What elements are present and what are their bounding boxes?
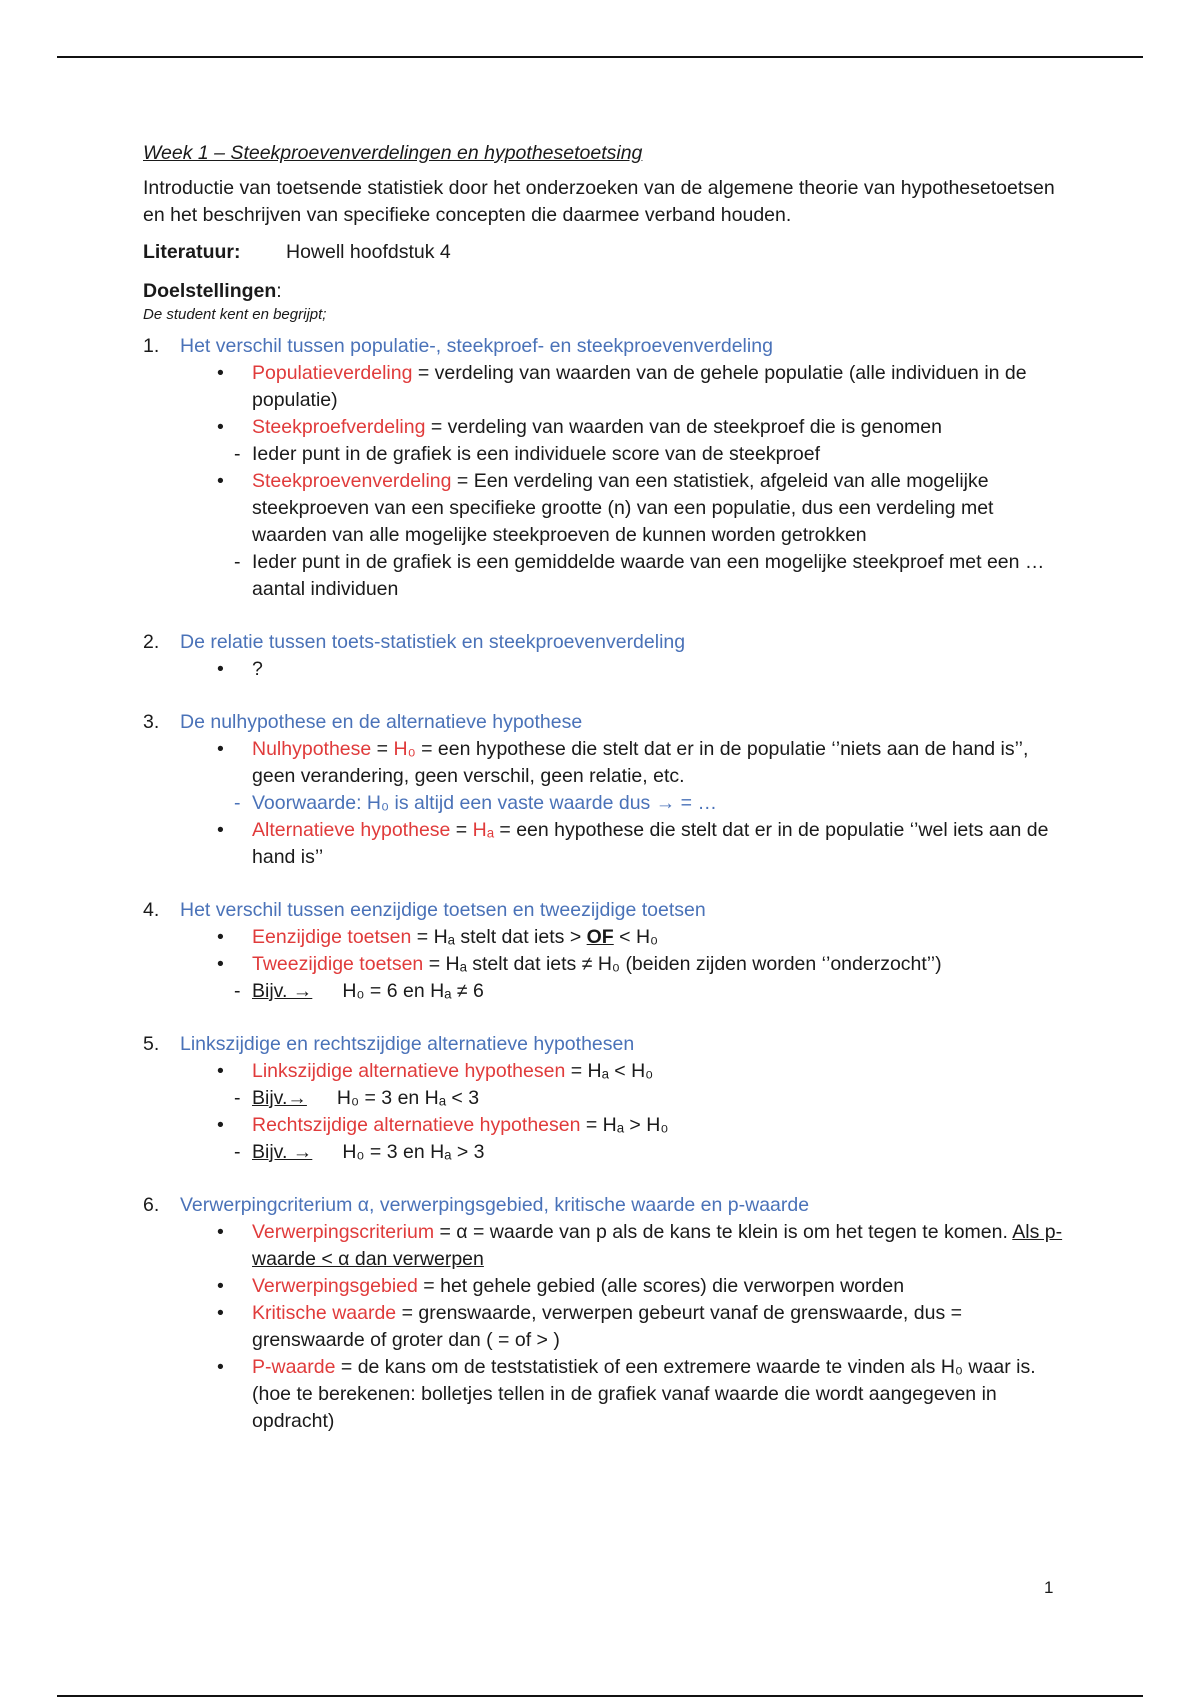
list-item: • Steekproefverdeling = verdeling van waarden van de steekproef die is genomen - Ieder punt in de grafiek is een individuele score van de steekproef xyxy=(252,414,1073,468)
section-heading: 5. Linkszijdige en rechtszijdige alternatieve hypothesen xyxy=(143,1033,635,1055)
literature-line xyxy=(143,239,1073,266)
objectives-heading: Doelstellingen: xyxy=(143,280,282,302)
document-page xyxy=(143,140,1073,1435)
list-item: • Nulhypothese = H₀ = een hypothese die stelt dat er in de populatie ‘’niets aan de hand is’’, geen verandering, geen verschil, geen relatie, etc. - Voorwaarde: H₀ is altijd een vaste waarde dus → = … xyxy=(252,736,1073,817)
list-item: • Verwerpingsgebied = het gehele gebied (alle scores) die verworpen worden xyxy=(217,1275,905,1297)
objectives-subtitle: De student kent en begrijpt; xyxy=(143,306,327,323)
list-item: • Tweezijdige toetsen = Hₐ stelt dat iets ≠ H₀ (beiden zijden worden ‘’onderzocht’’) - Bijv. → H₀ = 6 en Hₐ ≠ 6 xyxy=(252,951,1073,1005)
bottom-rule xyxy=(57,1695,1143,1697)
section-4 xyxy=(143,897,1073,1005)
section-heading: 4. Het verschil tussen eenzijdige toetsen en tweezijdige toetsen xyxy=(143,899,706,921)
section-6 xyxy=(143,1192,1073,1435)
section-3 xyxy=(143,709,1073,871)
list-item: • Kritische waarde = grenswaarde, verwerpen gebeurt vanaf de grenswaarde, dus = grenswaarde of groter dan ( = of > ) xyxy=(217,1302,963,1351)
page-number: 1 xyxy=(1044,1578,1054,1597)
sub-item: - Voorwaarde: H₀ is altijd een vaste waarde dus → = … xyxy=(234,792,717,814)
list-item: • Alternatieve hypothese = Hₐ = een hypothese die stelt dat er in de populatie ‘’wel iets aan de hand is’’ xyxy=(217,819,1049,868)
section-heading: 3. De nulhypothese en de alternatieve hypothese xyxy=(143,711,583,733)
example-line: - Bijv. → H₀ = 6 en Hₐ ≠ 6 xyxy=(234,980,484,1002)
literature-label: Literatuur: xyxy=(143,241,241,263)
section-1 xyxy=(143,333,1073,603)
example-line: - Bijv. → H₀ = 3 en Hₐ > 3 xyxy=(234,1141,485,1163)
section-heading: 2. De relatie tussen toets-statistiek en steekproevenverdeling xyxy=(143,631,686,653)
top-rule xyxy=(57,56,1143,58)
section-heading: 6. Verwerpingcriterium α, verwerpingsgebied, kritische waarde en p-waarde xyxy=(143,1194,810,1216)
intro-paragraph: Introductie van toetsende statistiek door het onderzoeken van de algemene theorie van hypothesetoetsen en het beschrijven van specifieke concepten die daarmee verband houden. xyxy=(143,177,1055,226)
section-5 xyxy=(143,1031,1073,1166)
list-item: • ? xyxy=(217,658,263,680)
literature-value: Howell hoofdstuk 4 xyxy=(286,241,451,263)
section-2 xyxy=(143,629,1073,683)
list-item: • P-waarde = de kans om de teststatistiek of een extremere waarde te vinden als H₀ waar is. (hoe te berekenen: bolletjes tellen in de grafiek vanaf waarde die wordt aangegeven in opdracht) xyxy=(217,1356,1036,1432)
document-title: Week 1 – Steekproevenverdelingen en hypothesetoetsing xyxy=(143,142,643,164)
list-item: • Eenzijdige toetsen = Hₐ stelt dat iets > OF < H₀ xyxy=(217,926,659,948)
list-item: • Rechtszijdige alternatieve hypothesen = Hₐ > H₀ - Bijv. → H₀ = 3 en Hₐ > 3 xyxy=(252,1112,1073,1166)
sub-item: - Ieder punt in de grafiek is een gemiddelde waarde van een mogelijke steekproef met een … aantal individuen xyxy=(234,551,1045,600)
example-line: - Bijv.→ H₀ = 3 en Hₐ < 3 xyxy=(234,1087,480,1109)
list-item: • Populatieverdeling = verdeling van waarden van de gehele populatie (alle individuen in de populatie) xyxy=(217,362,1027,411)
sub-item: - Ieder punt in de grafiek is een individuele score van de steekproef xyxy=(234,443,821,465)
list-item: • Verwerpingscriterium = α = waarde van p als de kans te klein is om het tegen te komen. Als p-waarde < α dan verwerpen xyxy=(217,1221,1063,1270)
section-heading: 1. Het verschil tussen populatie-, steekproef- en steekproevenverdeling xyxy=(143,335,773,357)
list-item: • Steekproevenverdeling = Een verdeling van een statistiek, afgeleid van alle mogelijke steekproeven van een specifieke grootte (n) van een populatie, dus een verdeling met waarden van alle mogelijke steekproeven de kunnen worden getrokken - Ieder punt in de grafiek is een gemiddelde waarde van een mogelijke steekproef met een … aantal individuen xyxy=(252,468,1073,603)
list-item: • Linkszijdige alternatieve hypothesen = Hₐ < H₀ - Bijv.→ H₀ = 3 en Hₐ < 3 xyxy=(252,1058,1073,1112)
